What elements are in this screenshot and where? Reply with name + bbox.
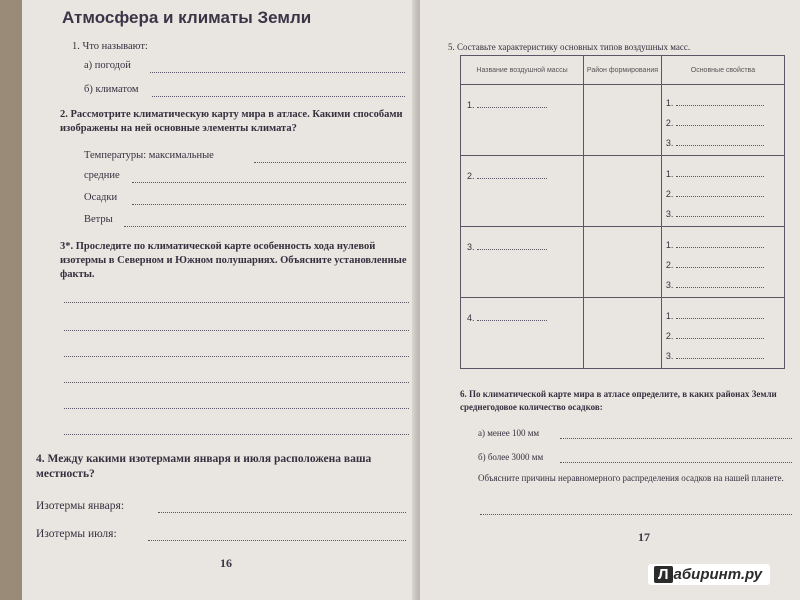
- january-isotherms-label: Изотермы января:: [36, 500, 125, 512]
- answer-line[interactable]: [64, 330, 409, 331]
- question-2: 2. Рассмотрите климатическую карту мира в атласе. Какими способами изображены на ней основные элементы климата?: [60, 109, 403, 134]
- air-mass-cell[interactable]: 3.: [461, 227, 584, 298]
- header-air-mass: Название воздушной массы: [461, 56, 584, 85]
- question-5: 5. Составьте характеристику основных типов воздушных масс.: [448, 42, 691, 52]
- page-number: 16: [220, 556, 232, 570]
- properties-cell[interactable]: 1. 2. 3.: [661, 227, 784, 298]
- table-row: [461, 156, 785, 227]
- answer-line[interactable]: [480, 514, 792, 515]
- answer-line[interactable]: [132, 182, 406, 183]
- more-3000mm-label: б) более 3000 мм: [478, 452, 544, 462]
- answer-line[interactable]: [64, 434, 409, 435]
- average-label: средние: [84, 170, 120, 181]
- answer-line[interactable]: [64, 356, 409, 357]
- page-number: 17: [638, 530, 650, 544]
- july-isotherms-label: Изотермы июля:: [36, 528, 117, 540]
- answer-climate-label: б) климатом: [84, 84, 139, 95]
- watermark-logo: Л абиринт.ру: [648, 564, 770, 585]
- answer-line[interactable]: [64, 408, 409, 409]
- properties-cell[interactable]: 1. 2. 3.: [661, 156, 784, 227]
- answer-line[interactable]: [158, 512, 406, 513]
- explain-prompt: Объясните причины неравномерного распределения осадков на нашей планете.: [478, 473, 784, 483]
- region-cell[interactable]: [584, 85, 662, 156]
- properties-cell[interactable]: 1. 2. 3.: [661, 85, 784, 156]
- answer-weather-label: а) погодой: [84, 60, 131, 71]
- right-page: [420, 0, 800, 600]
- answer-line[interactable]: [124, 226, 406, 227]
- winds-label: Ветры: [84, 214, 113, 225]
- temperature-label: Температуры: максимальные: [84, 150, 214, 161]
- air-mass-cell[interactable]: 1.: [461, 85, 584, 156]
- header-region: Район формирования: [584, 56, 662, 85]
- table-row: [461, 227, 785, 298]
- properties-cell[interactable]: 1. 2. 3.: [661, 298, 784, 369]
- region-cell[interactable]: [584, 298, 662, 369]
- question-6: 6. По климатической карте мира в атласе определите, в каких районах Земли среднегодовое количество осадков:: [460, 389, 777, 412]
- question-3: 3*. Проследите по климатической карте особенность хода нулевой изотермы в Северном и Южном полушариях. Объясните установленные факты.: [60, 241, 407, 280]
- region-cell[interactable]: [584, 156, 662, 227]
- answer-line[interactable]: [64, 302, 409, 303]
- page-title: Атмосфера и климаты Земли: [62, 8, 312, 27]
- region-cell[interactable]: [584, 227, 662, 298]
- answer-line[interactable]: [64, 382, 409, 383]
- table-row: [461, 298, 785, 369]
- air-mass-cell[interactable]: 4.: [461, 298, 584, 369]
- answer-line[interactable]: [560, 438, 792, 439]
- answer-line[interactable]: [132, 204, 406, 205]
- air-mass-cell[interactable]: 2.: [461, 156, 584, 227]
- answer-line[interactable]: [150, 72, 405, 73]
- answer-line[interactable]: [560, 462, 792, 463]
- answer-line[interactable]: [148, 540, 406, 541]
- table-row: [461, 85, 785, 156]
- question-1: 1. Что называют:: [72, 41, 148, 52]
- air-masses-table: [460, 55, 785, 369]
- left-page: [22, 0, 418, 600]
- precipitation-label: Осадки: [84, 192, 118, 203]
- question-4: 4. Между какими изотермами января и июля расположена ваша местность?: [36, 453, 372, 480]
- answer-line[interactable]: [254, 162, 406, 163]
- header-properties: Основные свойства: [661, 56, 784, 85]
- less-100mm-label: а) менее 100 мм: [478, 428, 540, 438]
- answer-line[interactable]: [152, 96, 405, 97]
